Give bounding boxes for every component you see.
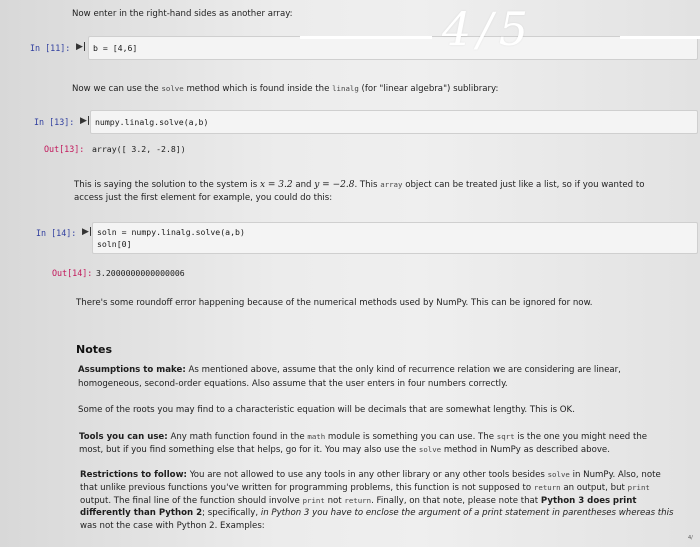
intro-text: Now enter in the right-hand sides as another array:	[72, 9, 293, 19]
corner-number: 4/	[688, 535, 693, 541]
run-cell-14-icon[interactable]: ▶|	[82, 227, 93, 237]
assumptions-line-1	[78, 364, 621, 377]
tools-line-2	[79, 443, 610, 457]
cell-11-code-area[interactable]	[88, 36, 698, 60]
explain-text-2: . This	[354, 180, 378, 190]
explain-text-3: object can be treated just like a list, so if you wanted to	[405, 180, 645, 190]
cell-14-prompt: In [14]:	[36, 228, 77, 238]
restrictions-print-bold: print	[612, 496, 637, 506]
cell-14-code-line-1: soln = numpy.linalg.solve(a,b)	[97, 227, 245, 237]
python3-does-bold: Python 3 does	[540, 496, 611, 506]
cell-14-output: 3.2000000000000006	[96, 268, 185, 278]
restrictions-line-3	[80, 494, 636, 508]
tools-text-2: module is something you can use. The	[327, 432, 495, 442]
tools-line-1	[79, 430, 647, 444]
cell-11-code: b = [4,6]	[93, 43, 138, 53]
solve-text-2: method which is found inside the	[186, 84, 330, 94]
run-cell-11-icon[interactable]: ▶|	[76, 42, 87, 52]
tools-label: Tools you can use:	[79, 432, 168, 442]
array-inline-code: array	[380, 180, 403, 189]
tools-text-4: most, but if you find something else that helps, go for it. You may also use the	[79, 445, 417, 455]
restrictions-text-3: that unlike previous functions you've written for programming problems, this function is not supposed to	[80, 483, 532, 493]
tools-text-3: is the one you might need the	[517, 432, 648, 442]
tools-solve-inline-code: solve	[418, 445, 442, 454]
cell-13-output: array([ 3.2, -2.8])	[92, 144, 186, 154]
restrictions-text-2: in NumPy. Also, note	[572, 470, 661, 480]
explain-line-1	[74, 178, 644, 192]
math-y-value: y = −2.8	[314, 180, 355, 190]
print-inline-code-2: print	[302, 496, 325, 505]
run-cell-13-icon[interactable]: ▶|	[80, 116, 91, 126]
restrictions-line-4	[80, 507, 673, 520]
tools-text-1: Any math function found in the	[170, 432, 305, 442]
print-inline-code: print	[627, 483, 650, 492]
assumptions-line-2: homogeneous, second-order equations. Also assume that the user enters in four numbers correctly.	[78, 379, 508, 389]
assumptions-label: Assumptions to make:	[78, 365, 186, 375]
restrictions-line-5: was not the case with Python 2. Examples:	[80, 521, 265, 531]
notes-heading: Notes	[76, 343, 113, 356]
solve-text-1: Now we can use the	[72, 84, 159, 94]
cell-13-out-prompt: Out[13]:	[44, 144, 85, 154]
overlay-line-left	[300, 36, 432, 39]
solve-inline-code: solve	[161, 84, 184, 93]
differently-bold: differently than Python 2	[80, 508, 203, 518]
cell-14-code-area[interactable]	[92, 222, 698, 254]
assumptions-text-1: As mentioned above, assume that the only kind of recurrence relation we are considering are linear,	[188, 365, 621, 375]
explain-line-2: access just the first element for example, you could do this:	[74, 193, 333, 203]
return-inline-code-2: return	[344, 496, 372, 505]
sqrt-inline-code: sqrt	[496, 432, 515, 441]
roundoff-text: There's some roundoff error happening because of the numerical methods used by NumPy. This can be ignored for now.	[76, 298, 593, 308]
restrictions-text-5: output. The final line of the function should involve	[80, 496, 300, 506]
math-inline-code: math	[307, 432, 326, 441]
cell-14-code-line-2: soln[0]	[97, 239, 132, 249]
cell-13-prompt: In [13]:	[34, 117, 75, 127]
solve-paragraph	[72, 82, 498, 96]
restrictions-text-7: ; specifically,	[202, 508, 259, 518]
cell-11-prompt: In [11]:	[30, 43, 71, 53]
restrictions-not: not	[327, 496, 342, 506]
math-x-value: x = 3.2	[259, 180, 293, 190]
explain-and: and	[295, 180, 312, 190]
restrictions-line-2	[80, 481, 650, 495]
roots-text: Some of the roots you may find to a characteristic equation will be decimals that are somewhat lengthy. This is OK.	[78, 405, 575, 415]
tools-text-5: method in NumPy as described above.	[443, 445, 610, 455]
cell-13-code: numpy.linalg.solve(a,b)	[95, 117, 209, 127]
solve-text-3: (for "linear algebra") sublibrary:	[361, 84, 499, 94]
linalg-inline-code: linalg	[332, 84, 359, 93]
overlay-line-right	[620, 36, 700, 39]
restrictions-label: Restrictions to follow:	[80, 470, 187, 480]
cell-14-out-prompt: Out[14]:	[52, 268, 93, 278]
restrictions-italic: in Python 3 you have to enclose the argument of a print statement in parentheses whereas this	[260, 508, 674, 518]
restrictions-text-6: . Finally, on that note, please note that	[371, 496, 539, 506]
explain-text-1: This is saying the solution to the system is	[74, 180, 258, 190]
page-counter-overlay: 4/5	[442, 2, 535, 56]
restrictions-solve-inline-code: solve	[547, 470, 570, 479]
restrictions-text-4: an output, but	[563, 483, 625, 493]
restrictions-line-1	[80, 468, 661, 482]
return-inline-code: return	[533, 483, 561, 492]
restrictions-text-1: You are not allowed to use any tools in any other library or any other tools besides	[189, 470, 545, 480]
cell-13-code-area[interactable]	[90, 110, 698, 134]
